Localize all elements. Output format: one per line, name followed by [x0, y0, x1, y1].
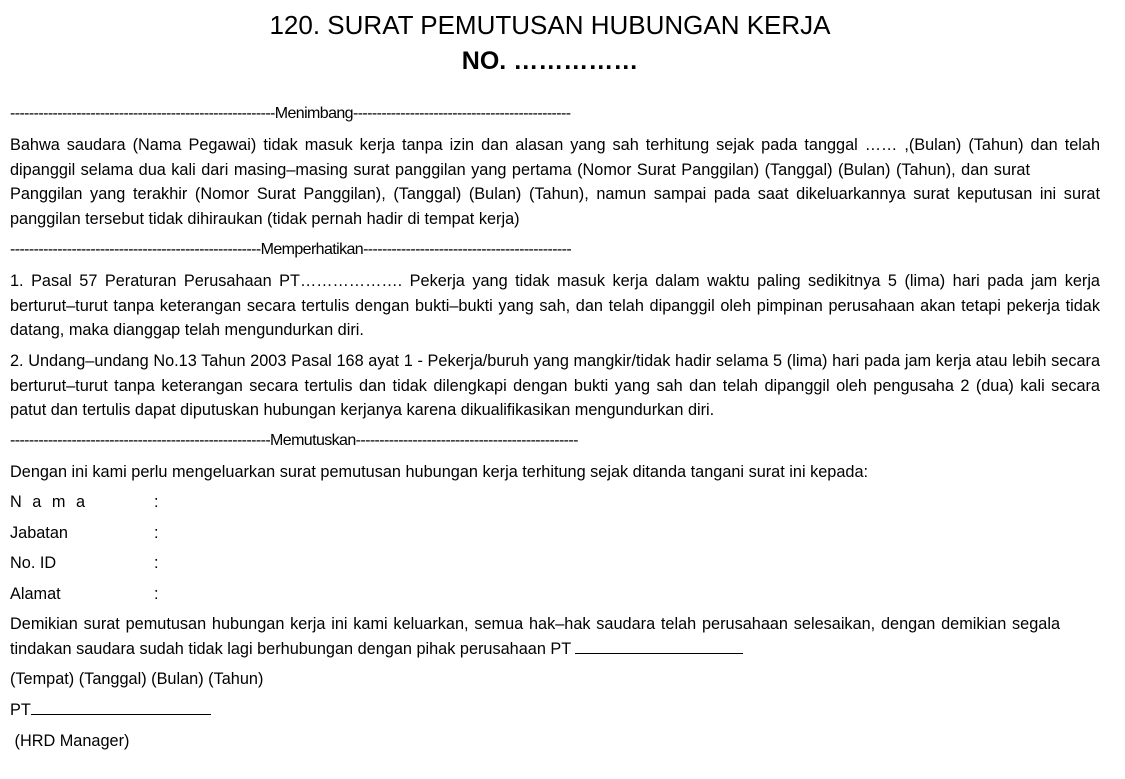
field-colon-jabatan: :	[154, 524, 159, 542]
section-separator-menimbang: --------------------------------------------------------Menimbang----------------------------------------------	[10, 105, 571, 122]
menimbang-text-part1: Bahwa saudara (Nama Pegawai) tidak masuk kerja tanpa izin dan alasan yang sah terhitung sejak pada tanggal …… ,(Bulan) (Tahun) dan telah dipanggil selama dua kali dari masing–masing surat panggilan yang pertama (Nomor Surat Panggilan) (Tanggal) (Bulan) (Tahun), dan surat	[10, 136, 1100, 179]
memutuskan-intro: Dengan ini kami perlu mengeluarkan surat pemutusan hubungan kerja terhitung sejak ditanda tangani surat ini kepada:	[10, 463, 869, 481]
signature-company-line	[10, 698, 211, 722]
field-label-no-id: No. ID	[10, 554, 57, 572]
field-label-nama: N a m a	[10, 493, 89, 511]
signature-place-date: (Tempat) (Tanggal) (Bulan) (Tahun)	[10, 670, 264, 688]
field-colon-nama: :	[154, 493, 159, 511]
menimbang-text-part2: Panggilan yang terakhir (Nomor Surat Panggilan), (Tanggal) (Bulan) (Tahun), namun sampai pada saat dikeluarkannya surat keputusan ini surat panggilan tersebut tidak dihiraukan (tidak pernah hadir di tempat kerja)	[10, 185, 1100, 228]
closing-text: Demikian surat pemutusan hubungan kerja ini kami keluarkan, semua hak–hak saudara telah perusahaan selesaikan, dengan demikian segala tindakan saudara sudah tidak lagi berhubungan dengan pihak perusahaan PT	[10, 615, 1060, 658]
signature-role: (HRD Manager)	[10, 732, 130, 750]
document-number: NO. ……………	[461, 47, 639, 75]
closing-paragraph	[10, 612, 1060, 661]
signature-company-prefix: PT	[10, 701, 31, 719]
memperhatikan-item-2: 2. Undang–undang No.13 Tahun 2003 Pasal 168 ayat 1 - Pekerja/buruh yang mangkir/tidak hadir selama 5 (lima) hari pada jam kerja atau lebih secara berturut–turut tanpa keterangan secara tertulis dan tidak dilengkapi dengan bukti yang sah dan telah dipanggil oleh pengusaha 2 (dua) kali secara patut dan tertulis dapat diputuskan hubungan kerjanya karena dikualifikasikan mengundurkan diri.	[10, 352, 1100, 419]
field-label-alamat: Alamat	[10, 585, 61, 603]
document-title: 120. SURAT PEMUTUSAN HUBUNGAN KERJA	[269, 10, 831, 40]
section-separator-memutuskan: -------------------------------------------------------Memutuskan-----------------------------------------------	[10, 432, 578, 449]
signature-company-blank	[31, 700, 211, 715]
section-separator-memperhatikan: -----------------------------------------------------Memperhatikan--------------------------------------------	[10, 241, 572, 258]
field-label-jabatan: Jabatan	[10, 524, 68, 542]
field-colon-alamat: :	[154, 585, 159, 603]
memperhatikan-item-1: 1. Pasal 57 Peraturan Perusahaan PT………………. Pekerja yang tidak masuk kerja dalam waktu paling sedikitnya 5 (lima) hari pada jam kerja berturut–turut tanpa keterangan secara tertulis dengan bukti–bukti yang sah, dan telah dipanggil oleh pimpinan perusahaan akan tetapi pekerja tidak datang, maka dianggap telah mengundurkan diri.	[10, 272, 1100, 339]
menimbang-paragraph	[10, 133, 1100, 231]
field-colon-no-id: :	[154, 554, 159, 572]
company-name-blank	[575, 639, 743, 654]
